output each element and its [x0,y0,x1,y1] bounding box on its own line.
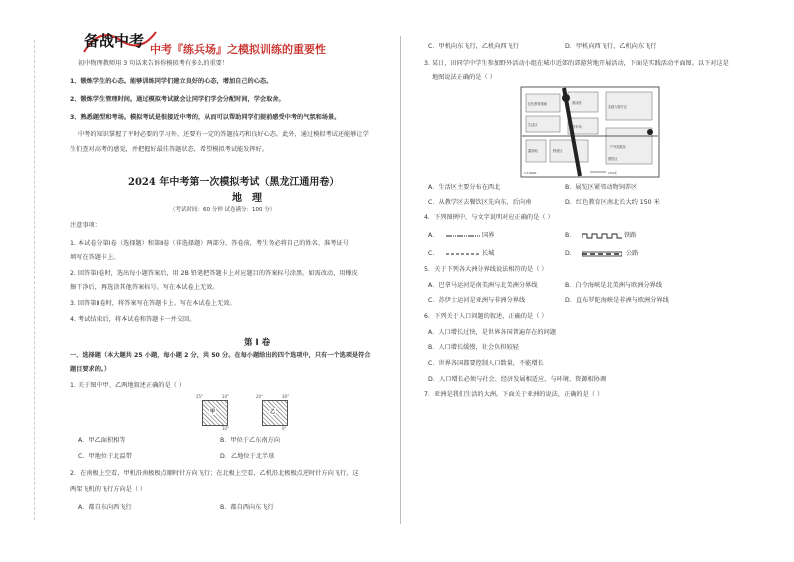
q3-option-d: D．红色教育区南北长大约 150 米 [565,199,660,206]
q4-legend-d: 公路 [626,250,639,257]
map-label-dining: 餐饮区 [608,157,618,161]
intro-closing-1: 中考的知识掌握了平时必要的学习外，还要有一定的答题技巧和良好心态。此外，通过模拟考试还能够让学 [78,131,369,138]
q6-option-a: A．人口增长过快，是世界各国普遍存在的问题 [428,329,556,336]
map-label-distance: 150米 [608,171,617,175]
q4-legend-a: 国界 [482,232,495,239]
q2-option-d: D．甲机向西飞行，乙机向东飞行 [565,43,657,50]
q4-prefix-d: D． [565,250,576,257]
q5-option-d: D．直布罗陀海峡是非洲与欧洲分界线 [565,297,669,304]
map-label-exhibit: 实践与展厅区 [608,105,628,109]
q1-option-d: D．乙地位于北半球 [220,453,275,460]
q1-stem: 1. 关于图中甲、乙两地叙述正确的是（ ） [70,382,186,389]
q1-lat-b-top: 20° [256,394,264,399]
q2-option-a: A．都自东向西飞行 [78,504,132,511]
intro-lead: 初中物理教师用 3 句话来告诉你模拟考有多么的重要！ [78,60,229,67]
q3-stem-2: 地图说法正确的是（ ） [432,74,496,81]
column-divider [400,36,401,524]
note-line-1: 1. 本试卷分第Ⅰ卷（选择题）和第Ⅱ卷（非选择题）两部分。答卷前，考生务必将自己的姓名、准考证号 [70,240,349,247]
q6-option-c: C．世界各国都要控制人口数量，不能增长 [428,360,544,367]
q6-option-b: B．人口增长缓慢，社会负担较轻 [428,344,519,351]
q1-lon-a-top: 10° [222,394,230,399]
note-line-3: 2. 回答第Ⅰ卷时，选出每小题答案后，用 2B 铅笔把答题卡上对应题目的答案标号涂黑。如需改动，用橡皮 [70,270,358,277]
q1-option-c: C．甲地位于北温带 [78,453,132,460]
q3-option-a: A．生活区主要分布在西北 [428,184,501,191]
map-label-camp: 露营地 [528,149,538,153]
wall-legend-symbol [446,250,480,258]
binding-line [34,40,35,520]
q3-option-c: C．从教学区去餐饮区先向东，后向南 [428,199,532,206]
note-line-6: 4. 考试结束后，将本试卷和答题卡一并交回。 [70,316,196,323]
q1-box-b-label: 乙 [270,409,276,415]
q1-option-b: B．甲位于乙东南方向 [220,437,280,444]
q7-stem: 7．亚洲是我们生活的大洲。下面关于亚洲的说法，正确的是（ ） [424,391,604,398]
map-label-field: 野营区 [553,149,563,153]
q5-stem: 5．关于下列各大洲分界线说法相符的是（ ） [424,266,548,273]
intro-point-3: 3、熟悉题型和考场。模拟考试是很接近中考的，从而可以帮助同学们提前感受中考的气氛和场景。 [70,114,341,121]
q6-stem: 6．下列关于人口问题的叙述，正确的是（ ） [424,313,548,320]
q5-option-b: B．白令海峡是北美洲与欧洲分界线 [565,282,663,289]
map-label-outdoor: 户外拓展区 [610,145,626,149]
q5-option-c: C．苏伊士运河是亚洲与非洲分界线 [428,297,526,304]
q2-stem-1: 2．在南极上空看，甲机沿南极极点顺时针方向飞行；在北极上空看，乙机沿北极极点逆时针方向飞行，这 [70,470,359,477]
note-line-4: 擦干净后，再选涂其他答案标号。写在本试卷上无效。 [70,284,219,291]
instruction-line-1: 一、选择题（本大题共 25 小题，每小题 2 分，共 50 分。在每小题给出的四个选项中，只有一个选项是符合 [70,352,371,359]
q1-lon-b-bottom: 0° [282,426,287,431]
q6-option-d: D．人口增长必须与社会、经济发展相适应，与环境、资源相协调 [428,376,607,383]
q2-option-b: B．都自西向东飞行 [220,504,274,511]
q2-option-c: C．甲机向东飞行，乙机向西飞行 [428,43,519,50]
q1-lon-b-top: 30° [282,394,290,399]
q4-prefix-c: C． [428,250,439,257]
instruction-line-2: 题目要求的。） [70,366,111,373]
map-label-red-base: 红色教育基地 [528,102,548,106]
q2-stem-2: 两架飞机的飞行方向是（ ） [70,486,147,493]
map-label-scale: 1:10000 [524,171,537,175]
q3-activity-map [520,86,660,178]
note-line-5: 3. 回答第Ⅱ卷时，将答案写在答题卡上。写在本试卷上无效。 [70,300,236,307]
exam-title: 2024 年中考第一次模拟考试（黑龙江通用卷） [128,177,340,188]
map-label-living: 生活区 [528,123,538,127]
logo-text: 备战中考 [84,32,145,50]
intro-point-1: 1、锻炼学生的心态。能够训练同学们建立良好的心态，增加自己的心态。 [70,78,273,85]
section-heading: 第 Ⅰ 卷 [244,338,271,348]
intro-closing-2: 生们查对高考的感觉，并把握好最佳答题状态，希望模拟考试能发挥好。 [70,146,268,153]
map-label-pool: 游泳馆 [572,101,582,105]
q1-lat-a-top: 25° [196,394,204,399]
q4-prefix-b: B． [565,232,576,239]
exam-subject: 地理 [232,193,272,204]
notes-title: 注意事项： [70,222,101,229]
highway-legend-symbol [582,250,622,258]
q1-box-a-label: 甲 [210,409,216,415]
q1-lon-a-bottom: 10° [222,426,230,431]
intro-point-2: 2、锻炼学生管理时间。通过模拟考试就会让同学们学会分配时间，学会取舍。 [70,96,285,103]
exam-logo [80,22,160,58]
q4-legend-b: 铁路 [624,232,637,239]
border-legend-symbol [446,232,480,240]
note-line-2: 填写在答题卡上。 [70,254,120,261]
q3-option-b: B．展览区紧邻动物饲养区 [565,184,638,191]
q4-legend-c: 长城 [482,250,495,257]
exam-meta: （考试时间：60 分钟 试卷满分：100 分） [170,207,276,213]
q4-stem: 4．下列图例中，与文字说明对应正确的是（ ） [424,214,554,221]
map-label-parking: 停车场 [572,125,582,129]
q5-option-a: A．巴拿马运河是南美洲与北美洲分界线 [428,282,538,289]
railway-legend-symbol [582,232,622,240]
q4-prefix-a: A． [428,232,439,239]
q1-option-a: A．甲乙面积相等 [78,437,126,444]
headline: 中考『练兵场』之模拟训练的重要性 [150,43,326,56]
q3-stem-1: 3. 某日，田同学中学生参加野外活动小组在城市近郊的郊游营地开展活动，下面是实践活动平面图。以下对这是 [424,60,729,67]
